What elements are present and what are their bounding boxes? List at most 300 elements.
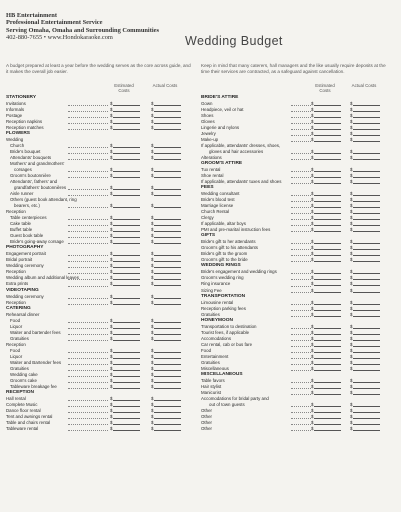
dot-leader <box>68 388 108 389</box>
blank-amount-line <box>154 269 181 274</box>
dot-leader <box>68 376 108 377</box>
actual-cost-field[interactable] <box>350 426 380 432</box>
line-item-label: Groom's cake <box>10 377 37 383</box>
currency-symbol: $ <box>110 365 113 371</box>
blank-amount-line <box>113 191 140 196</box>
blank-amount-line <box>353 378 380 383</box>
currency-symbol: $ <box>350 191 353 197</box>
line-item-label: Groom's boutonnière <box>10 173 51 179</box>
currency-symbol: $ <box>110 149 113 155</box>
blank-amount-line <box>154 185 181 190</box>
blank-amount-line <box>113 300 140 305</box>
blank-amount-line <box>314 251 341 256</box>
line-item-label: Accomodations for bridal party and <box>201 395 269 401</box>
blank-amount-line <box>353 125 380 130</box>
currency-symbol: $ <box>151 413 154 419</box>
dot-leader <box>68 358 108 359</box>
currency-symbol: $ <box>350 311 353 317</box>
blank-amount-line <box>314 354 341 359</box>
blank-amount-line <box>353 203 380 208</box>
dot-leader <box>291 153 311 154</box>
blank-amount-line <box>314 426 341 431</box>
currency-symbol: $ <box>350 305 353 311</box>
page-title: Wedding Budget <box>185 34 283 48</box>
currency-symbol: $ <box>311 377 314 383</box>
currency-symbol: $ <box>110 221 113 227</box>
blank-amount-line <box>154 251 181 256</box>
blank-amount-line <box>154 119 181 124</box>
currency-symbol: $ <box>350 215 353 221</box>
blank-amount-line <box>113 203 140 208</box>
currency-symbol: $ <box>311 227 314 233</box>
blank-amount-line <box>113 113 140 118</box>
dot-leader <box>68 147 108 148</box>
currency-symbol: $ <box>311 251 314 257</box>
dot-leader <box>68 189 108 190</box>
currency-symbol: $ <box>151 155 154 161</box>
dot-leader <box>291 123 311 124</box>
blank-amount-line <box>113 330 140 335</box>
blank-amount-line <box>154 360 181 365</box>
currency-symbol: $ <box>151 293 154 299</box>
currency-symbol: $ <box>311 365 314 371</box>
currency-symbol: $ <box>110 353 113 359</box>
dot-leader <box>291 358 311 359</box>
line-item-label: Wedding cake <box>10 371 38 377</box>
blank-amount-line <box>113 257 140 262</box>
blank-amount-line <box>113 185 140 190</box>
blank-amount-line <box>154 191 181 196</box>
blank-amount-line <box>314 149 341 154</box>
blank-amount-line <box>113 281 140 286</box>
currency-symbol: $ <box>350 221 353 227</box>
currency-symbol: $ <box>311 389 314 395</box>
blank-amount-line <box>154 113 181 118</box>
blank-amount-line <box>154 125 181 130</box>
line-item-label: Table favors <box>201 377 225 383</box>
blank-amount-line <box>353 137 380 142</box>
currency-symbol: $ <box>350 269 353 275</box>
line-item-label: Entertainment <box>201 353 229 359</box>
blank-amount-line <box>154 414 181 419</box>
currency-symbol: $ <box>151 167 154 173</box>
blank-amount-line <box>353 113 380 118</box>
blank-amount-line <box>314 360 341 365</box>
line-item-label: Buffet table <box>10 227 33 233</box>
blank-amount-line <box>154 107 181 112</box>
company-name: HB Entertainment <box>6 12 57 19</box>
blank-amount-line <box>353 179 380 184</box>
currency-symbol: $ <box>311 419 314 425</box>
line-item-label: grandfathers' boutonnières <box>14 185 67 191</box>
blank-amount-line <box>353 107 380 112</box>
dot-leader <box>68 255 108 256</box>
estimated-cost-field[interactable] <box>311 426 341 432</box>
blank-amount-line <box>314 420 341 425</box>
blank-amount-line <box>353 197 380 202</box>
currency-symbol: $ <box>110 347 113 353</box>
company-area: Serving Omaha, Omaha and Surrounding Communities <box>6 26 159 34</box>
line-item-label: Bride's going-away corsage <box>10 239 64 245</box>
currency-symbol: $ <box>311 209 314 215</box>
currency-symbol: $ <box>350 335 353 341</box>
estimated-costs-header: Estimated Costs <box>114 83 134 93</box>
line-item-label: Rehearsal dinner <box>6 311 40 317</box>
blank-amount-line <box>113 155 140 160</box>
currency-symbol: $ <box>311 203 314 209</box>
line-item-label: Cake table <box>10 221 31 227</box>
currency-symbol: $ <box>311 335 314 341</box>
currency-symbol: $ <box>151 113 154 119</box>
currency-symbol: $ <box>311 137 314 143</box>
blank-amount-line <box>314 366 341 371</box>
blank-amount-line <box>154 227 181 232</box>
blank-amount-line <box>353 167 380 172</box>
line-item-label: Shoes <box>201 113 214 119</box>
blank-amount-line <box>314 342 341 347</box>
section-title: GIFTS <box>201 233 216 239</box>
estimated-costs-header: Estimated Costs <box>315 83 335 93</box>
currency-symbol: $ <box>110 425 113 431</box>
currency-symbol: $ <box>110 413 113 419</box>
line-item-label: Sizing Fee <box>201 287 222 293</box>
currency-symbol: $ <box>151 215 154 221</box>
dot-leader <box>68 400 108 401</box>
line-item-label: Car rental, cab or bus fare <box>201 341 253 347</box>
blank-amount-line <box>113 426 140 431</box>
blank-amount-line <box>353 324 380 329</box>
blank-amount-line <box>154 324 181 329</box>
currency-symbol: $ <box>350 245 353 251</box>
currency-symbol: $ <box>350 275 353 281</box>
blank-amount-line <box>154 173 181 178</box>
line-item-label: Others (guest book attendant, ring <box>10 197 77 203</box>
currency-symbol: $ <box>151 275 154 281</box>
line-item-label: Reception <box>6 341 26 347</box>
currency-symbol: $ <box>350 227 353 233</box>
currency-symbol: $ <box>350 101 353 107</box>
blank-amount-line <box>154 426 181 431</box>
blank-amount-line <box>154 420 181 425</box>
left-column-header <box>6 83 192 95</box>
dot-leader <box>68 207 108 208</box>
blank-amount-line <box>113 336 140 341</box>
blank-amount-line <box>154 281 181 286</box>
currency-symbol: $ <box>110 167 113 173</box>
blank-amount-line <box>314 191 341 196</box>
dot-leader <box>68 286 108 287</box>
dot-leader <box>68 243 108 244</box>
line-item-label: Reception napkins <box>6 119 43 125</box>
blank-amount-line <box>314 324 341 329</box>
currency-symbol: $ <box>311 305 314 311</box>
dot-leader <box>68 231 108 232</box>
currency-symbol: $ <box>151 125 154 131</box>
dot-leader <box>291 111 311 112</box>
currency-symbol: $ <box>110 113 113 119</box>
currency-symbol: $ <box>110 239 113 245</box>
currency-symbol: $ <box>110 119 113 125</box>
currency-symbol: $ <box>350 383 353 389</box>
currency-symbol: $ <box>350 239 353 245</box>
dot-leader <box>68 406 108 407</box>
blank-amount-line <box>314 300 341 305</box>
blank-amount-line <box>154 275 181 280</box>
left-budget-column <box>6 83 192 432</box>
blank-amount-line <box>113 167 140 172</box>
blank-amount-line <box>113 107 140 112</box>
line-item-label: Liquor <box>10 353 23 359</box>
currency-symbol: $ <box>350 347 353 353</box>
blank-amount-line <box>113 384 140 389</box>
currency-symbol: $ <box>151 233 154 239</box>
currency-symbol: $ <box>350 287 353 293</box>
dot-leader <box>68 273 108 274</box>
currency-symbol: $ <box>110 377 113 383</box>
blank-amount-line <box>353 348 380 353</box>
currency-symbol: $ <box>110 203 113 209</box>
dot-leader <box>291 406 311 407</box>
currency-symbol: $ <box>350 119 353 125</box>
currency-symbol: $ <box>311 299 314 305</box>
currency-symbol: $ <box>350 425 353 431</box>
line-item-label: Tux rental <box>201 167 221 173</box>
blank-amount-line <box>314 414 341 419</box>
blank-amount-line <box>314 239 341 244</box>
line-item-label: Aisle runner <box>10 191 34 197</box>
blank-amount-line <box>353 239 380 244</box>
line-item-label: Church <box>10 143 25 149</box>
currency-symbol: $ <box>151 143 154 149</box>
blank-amount-line <box>314 113 341 118</box>
currency-symbol: $ <box>311 353 314 359</box>
blank-amount-line <box>113 233 140 238</box>
currency-symbol: $ <box>350 377 353 383</box>
blank-amount-line <box>154 101 181 106</box>
currency-symbol: $ <box>350 113 353 119</box>
currency-symbol: $ <box>151 371 154 377</box>
currency-symbol: $ <box>151 239 154 245</box>
line-item-label: Hall rental <box>6 395 26 401</box>
currency-symbol: $ <box>311 239 314 245</box>
line-item-label: gloves and hair accessories <box>209 149 264 155</box>
currency-symbol: $ <box>151 119 154 125</box>
currency-symbol: $ <box>350 407 353 413</box>
line-item-label: Mothers' and grandmothers' <box>10 161 65 167</box>
dot-leader <box>291 382 311 383</box>
actual-costs-header: Actual Costs <box>351 83 377 88</box>
line-item-label: Bride's gift to her attendants <box>201 239 256 245</box>
currency-symbol: $ <box>110 293 113 299</box>
blank-amount-line <box>113 275 140 280</box>
blank-amount-line <box>113 227 140 232</box>
dot-leader <box>68 261 108 262</box>
line-item-label: Transportation to destination <box>201 323 257 329</box>
blank-amount-line <box>353 306 380 311</box>
blank-amount-line <box>314 384 341 389</box>
blank-amount-line <box>314 137 341 142</box>
blank-amount-line <box>113 408 140 413</box>
currency-symbol: $ <box>350 281 353 287</box>
dot-leader <box>291 135 311 136</box>
blank-amount-line <box>154 215 181 220</box>
blank-amount-line <box>353 288 380 293</box>
currency-symbol: $ <box>110 251 113 257</box>
currency-symbol: $ <box>110 185 113 191</box>
actual-cost-field[interactable] <box>151 426 181 432</box>
blank-amount-line <box>314 203 341 208</box>
line-item-label: Postage <box>6 113 23 119</box>
dot-leader <box>291 261 311 262</box>
dot-leader <box>68 412 108 413</box>
line-item-label: Shoe rental <box>201 173 224 179</box>
blank-amount-line <box>353 245 380 250</box>
dot-leader <box>291 286 311 287</box>
blank-amount-line <box>353 336 380 341</box>
currency-symbol: $ <box>350 389 353 395</box>
currency-symbol: $ <box>311 101 314 107</box>
dot-leader <box>291 207 311 208</box>
blank-amount-line <box>353 312 380 317</box>
dot-leader <box>291 334 311 335</box>
blank-amount-line <box>314 209 341 214</box>
currency-symbol: $ <box>151 353 154 359</box>
line-item-label: bearers, etc.) <box>14 203 40 209</box>
blank-amount-line <box>154 149 181 154</box>
line-item-label: Jewelry <box>201 131 216 137</box>
dot-leader <box>68 364 108 365</box>
currency-symbol: $ <box>311 113 314 119</box>
blank-amount-line <box>113 101 140 106</box>
blank-amount-line <box>154 378 181 383</box>
line-item-label: Gratuities <box>10 335 29 341</box>
currency-symbol: $ <box>110 173 113 179</box>
company-contact: 402-880-7655 • www.Hondokaraoke.com <box>6 34 113 42</box>
blank-amount-line <box>154 330 181 335</box>
dot-leader <box>68 195 108 196</box>
blank-amount-line <box>314 131 341 136</box>
blank-amount-line <box>314 257 341 262</box>
blank-amount-line <box>314 101 341 106</box>
currency-symbol: $ <box>151 185 154 191</box>
section-title: HONEYMOON <box>201 317 233 323</box>
blank-amount-line <box>154 384 181 389</box>
blank-amount-line <box>113 251 140 256</box>
blank-amount-line <box>314 173 341 178</box>
blank-amount-line <box>113 420 140 425</box>
currency-symbol: $ <box>350 413 353 419</box>
currency-symbol: $ <box>151 383 154 389</box>
blank-amount-line <box>113 143 140 148</box>
blank-amount-line <box>113 354 140 359</box>
dot-leader <box>291 105 311 106</box>
blank-amount-line <box>154 366 181 371</box>
dot-leader <box>291 273 311 274</box>
currency-symbol: $ <box>151 257 154 263</box>
currency-symbol: $ <box>151 251 154 257</box>
line-item-label: Food <box>10 347 21 353</box>
currency-symbol: $ <box>311 413 314 419</box>
blank-amount-line <box>353 426 380 431</box>
section-title: WEDDING RINGS <box>201 263 241 269</box>
dot-leader <box>291 364 311 365</box>
currency-symbol: $ <box>110 155 113 161</box>
blank-amount-line <box>113 263 140 268</box>
dot-leader <box>291 310 311 311</box>
dot-leader <box>291 201 311 202</box>
currency-symbol: $ <box>350 155 353 161</box>
dot-leader <box>291 255 311 256</box>
blank-amount-line <box>353 420 380 425</box>
dot-leader <box>291 340 311 341</box>
blank-amount-line <box>113 318 140 323</box>
currency-symbol: $ <box>350 137 353 143</box>
blank-amount-line <box>113 360 140 365</box>
estimated-cost-field[interactable] <box>110 426 140 432</box>
currency-symbol: $ <box>311 311 314 317</box>
section-title: STATIONERY <box>6 95 37 100</box>
currency-symbol: $ <box>311 245 314 251</box>
line-item-label: Hair stylist <box>201 383 222 389</box>
section-title: VIDEOTAPING <box>6 287 39 293</box>
dot-leader <box>291 117 311 118</box>
currency-symbol: $ <box>151 221 154 227</box>
currency-symbol: $ <box>110 275 113 281</box>
dot-leader <box>291 183 311 184</box>
line-item-label: Attendants', fathers' and <box>10 179 58 185</box>
currency-symbol: $ <box>151 263 154 269</box>
dot-leader <box>291 370 311 371</box>
blank-amount-line <box>113 396 140 401</box>
line-item-label: If applicable, attendants' tuxes and shoes <box>201 179 282 185</box>
currency-symbol: $ <box>110 269 113 275</box>
right-row-list <box>201 95 393 432</box>
dot-leader <box>68 298 108 299</box>
line-item-label: Other <box>201 419 212 425</box>
line-item-label: Liquor <box>10 323 23 329</box>
currency-symbol: $ <box>110 395 113 401</box>
budget-line-item <box>201 426 393 432</box>
currency-symbol: $ <box>110 419 113 425</box>
currency-symbol: $ <box>151 173 154 179</box>
line-item-label: Food <box>10 317 21 323</box>
right-column-header <box>201 83 393 95</box>
line-item-label: Groom's wedding ring <box>201 275 244 281</box>
blank-amount-line <box>353 342 380 347</box>
dot-leader <box>291 424 311 425</box>
blank-amount-line <box>154 143 181 148</box>
currency-symbol: $ <box>110 329 113 335</box>
dot-leader <box>68 159 108 160</box>
dot-leader <box>68 105 108 106</box>
dot-leader <box>291 177 311 178</box>
dot-leader <box>68 225 108 226</box>
dot-leader <box>291 195 311 196</box>
currency-symbol: $ <box>311 191 314 197</box>
dot-leader <box>68 340 108 341</box>
blank-amount-line <box>353 330 380 335</box>
currency-symbol: $ <box>311 149 314 155</box>
currency-symbol: $ <box>350 209 353 215</box>
line-item-label: Lingerie and nylons <box>201 125 240 131</box>
currency-symbol: $ <box>311 407 314 413</box>
blank-amount-line <box>113 215 140 220</box>
line-item-label: Clergy <box>201 215 214 221</box>
currency-symbol: $ <box>110 227 113 233</box>
blank-amount-line <box>314 227 341 232</box>
currency-symbol: $ <box>151 299 154 305</box>
section-title: GROOM'S ATTIRE <box>201 161 243 167</box>
